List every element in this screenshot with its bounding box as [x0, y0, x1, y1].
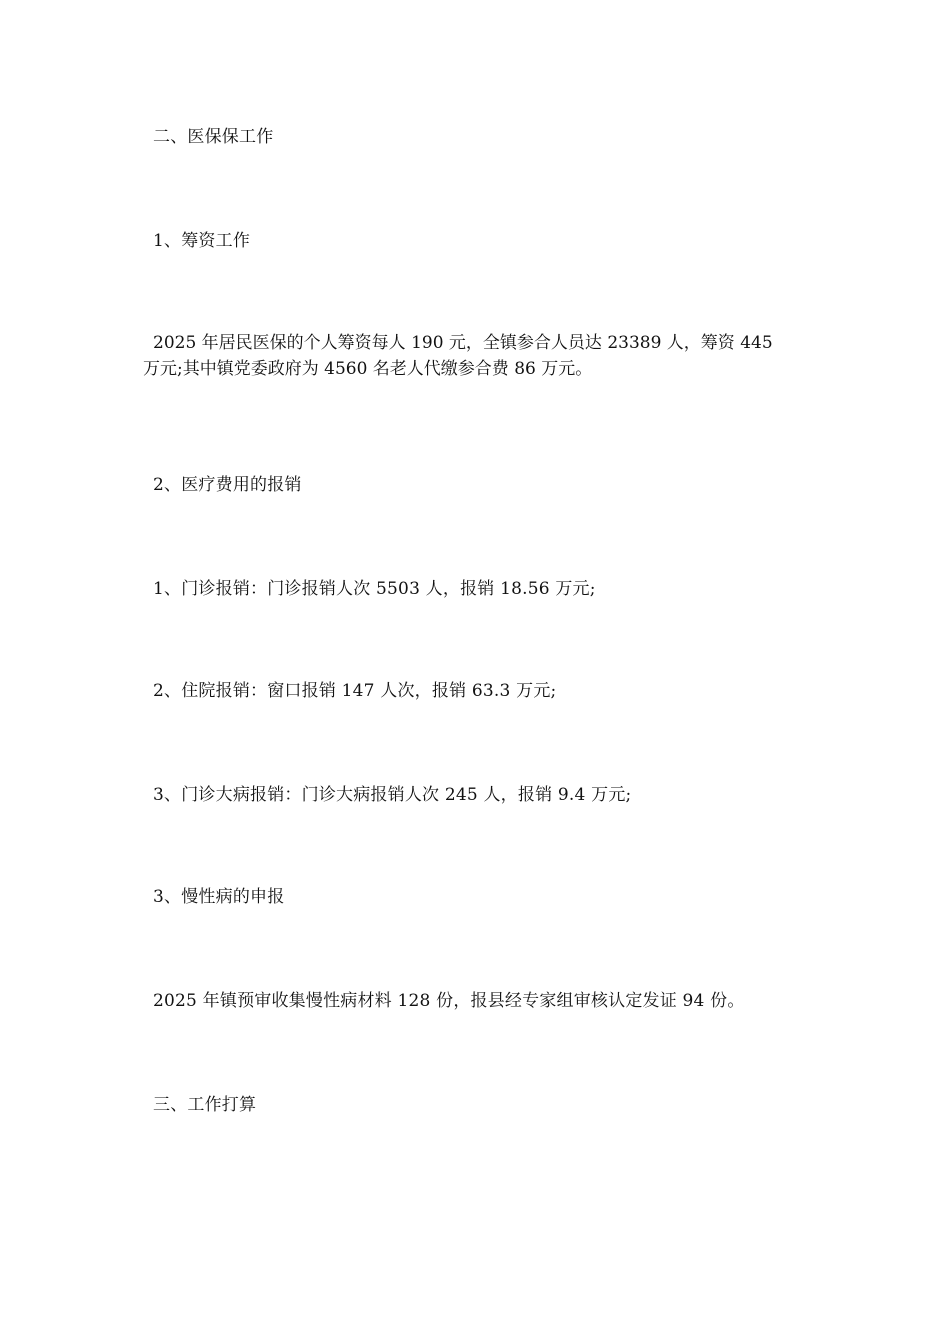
list-item-major-outpatient-reimbursement: 3、门诊大病报销：门诊大病报销人次 245 人，报销 9.4 万元;: [153, 785, 632, 805]
subsection-heading-reimbursement: 2、医疗费用的报销: [153, 475, 302, 495]
list-item-outpatient-reimbursement: 1、门诊报销：门诊报销人次 5503 人，报销 18.56 万元;: [153, 579, 596, 599]
list-item-inpatient-reimbursement: 2、住院报销：窗口报销 147 人次，报销 63.3 万元;: [153, 681, 557, 701]
subsection-heading-fundraising: 1、筹资工作: [153, 231, 251, 251]
section-heading-work-plan: 三、工作打算: [153, 1095, 257, 1115]
fundraising-paragraph-line-1: 2025 年居民医保的个人筹资每人 190 元，全镇参合人员达 23389 人，筹资 445: [153, 333, 773, 353]
section-heading-medical-insurance: 二、医保保工作: [153, 127, 274, 147]
fundraising-paragraph-line-2: 万元;其中镇党委政府为 4560 名老人代缴参合费 86 万元。: [143, 359, 593, 379]
subsection-heading-chronic-disease: 3、慢性病的申报: [153, 887, 285, 907]
fundraising-paragraph: [143, 330, 813, 382]
chronic-disease-paragraph: 2025 年镇预审收集慢性病材料 128 份，报县经专家组审核认定发证 94 份。: [153, 991, 745, 1011]
